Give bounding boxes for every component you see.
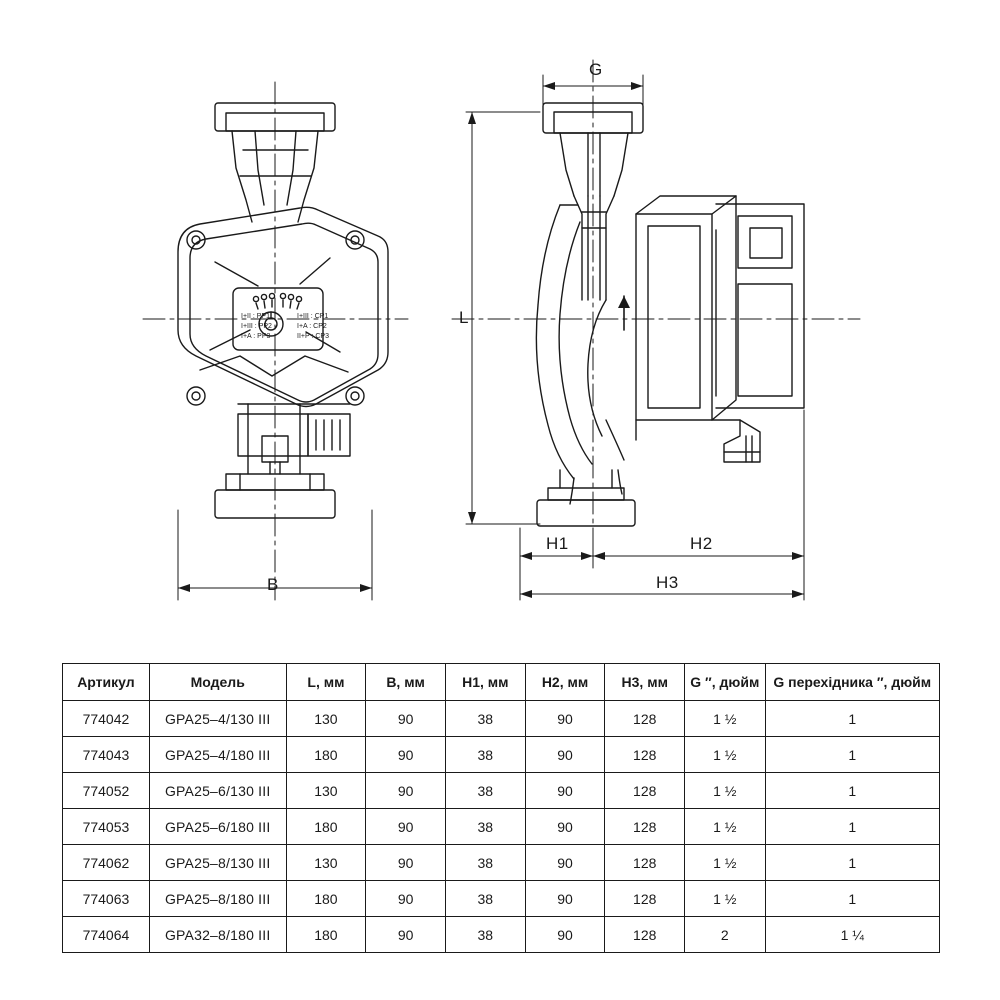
column-header-h2: H2, мм: [525, 664, 605, 701]
legend-line: I+A : CP2: [297, 323, 327, 330]
table-body: [63, 701, 940, 953]
table-header-row: [63, 664, 940, 701]
cell-l: 180: [286, 881, 366, 917]
cell-g: 2: [685, 917, 765, 953]
front-view: [178, 103, 388, 518]
cell-h2: 90: [525, 737, 605, 773]
cell-g: 1 ½: [685, 881, 765, 917]
cell-model: GPA25–8/180 III: [149, 881, 286, 917]
cell-b: 90: [366, 809, 446, 845]
legend-line: I+II : PP1: [241, 313, 270, 320]
cell-h3: 128: [605, 737, 685, 773]
cell-h1: 38: [445, 917, 525, 953]
cell-h2: 90: [525, 881, 605, 917]
cell-h3: 128: [605, 917, 685, 953]
column-header-g-adapter: G перехідника ″, дюйм: [765, 664, 940, 701]
cell-g-adapter: 1: [765, 881, 940, 917]
dimension-label-h2: H2: [690, 534, 713, 553]
cell-h1: 38: [445, 737, 525, 773]
cell-model: GPA32–8/180 III: [149, 917, 286, 953]
cell-b: 90: [366, 737, 446, 773]
cell-b: 90: [366, 881, 446, 917]
cell-model: GPA25–6/180 III: [149, 809, 286, 845]
table-header: [63, 664, 940, 701]
cell-g-adapter: 1 ¼: [765, 917, 940, 953]
cell-model: GPA25–8/130 III: [149, 845, 286, 881]
cell-g-adapter: 1: [765, 701, 940, 737]
table-row: [63, 809, 940, 845]
table-row: [63, 701, 940, 737]
cell-b: 90: [366, 701, 446, 737]
cell-l: 180: [286, 737, 366, 773]
dimension-label-l: L: [459, 308, 469, 327]
cell-article: 774063: [63, 881, 150, 917]
cell-g-adapter: 1: [765, 845, 940, 881]
cell-h2: 90: [525, 701, 605, 737]
cell-h1: 38: [445, 809, 525, 845]
cell-l: 130: [286, 845, 366, 881]
cell-g-adapter: 1: [765, 809, 940, 845]
legend-line: II+P : CP3: [297, 333, 329, 340]
cell-l: 180: [286, 809, 366, 845]
specifications-table-wrap: [62, 663, 940, 953]
table-row: [63, 773, 940, 809]
cell-g-adapter: 1: [765, 773, 940, 809]
cell-g: 1 ½: [685, 737, 765, 773]
cell-g: 1 ½: [685, 809, 765, 845]
cell-h3: 128: [605, 701, 685, 737]
cell-model: GPA25–6/130 III: [149, 773, 286, 809]
table-row: [63, 737, 940, 773]
cell-g: 1 ½: [685, 773, 765, 809]
cell-article: 774042: [63, 701, 150, 737]
cell-h2: 90: [525, 917, 605, 953]
table-row: [63, 881, 940, 917]
cell-h2: 90: [525, 845, 605, 881]
cell-b: 90: [366, 917, 446, 953]
cell-b: 90: [366, 773, 446, 809]
cell-article: 774053: [63, 809, 150, 845]
cell-h1: 38: [445, 773, 525, 809]
table-row: [63, 917, 940, 953]
control-panel-legend-right: [297, 312, 329, 342]
dimension-label-h3: H3: [656, 573, 679, 592]
cell-h3: 128: [605, 773, 685, 809]
cell-l: 130: [286, 701, 366, 737]
cell-h1: 38: [445, 845, 525, 881]
column-header-b: B, мм: [366, 664, 446, 701]
specifications-table: [62, 663, 940, 953]
cell-h3: 128: [605, 809, 685, 845]
dimension-label-g: G: [589, 60, 603, 79]
cell-article: 774064: [63, 917, 150, 953]
cell-model: GPA25–4/130 III: [149, 701, 286, 737]
cell-h3: 128: [605, 845, 685, 881]
column-header-model: Модель: [149, 664, 286, 701]
legend-line: I+III : PP2: [241, 323, 272, 330]
column-header-article: Артикул: [63, 664, 150, 701]
cell-l: 130: [286, 773, 366, 809]
table-row: [63, 845, 940, 881]
cell-g-adapter: 1: [765, 737, 940, 773]
cell-h1: 38: [445, 701, 525, 737]
column-header-l: L, мм: [286, 664, 366, 701]
column-header-g: G ″, дюйм: [685, 664, 765, 701]
cell-g: 1 ½: [685, 845, 765, 881]
dimension-label-h1: H1: [546, 534, 569, 553]
cell-h3: 128: [605, 881, 685, 917]
legend-line: I+III : CP1: [297, 313, 329, 320]
cell-h2: 90: [525, 773, 605, 809]
cell-model: GPA25–4/180 III: [149, 737, 286, 773]
cell-h2: 90: [525, 809, 605, 845]
column-header-h1: H1, мм: [445, 664, 525, 701]
cell-article: 774043: [63, 737, 150, 773]
legend-line: I+A : PP3: [241, 333, 271, 340]
control-panel-legend-left: [241, 312, 272, 342]
cell-article: 774052: [63, 773, 150, 809]
dimension-label-b: B: [267, 575, 279, 594]
side-view: [536, 103, 804, 526]
cell-g: 1 ½: [685, 701, 765, 737]
cell-l: 180: [286, 917, 366, 953]
cell-b: 90: [366, 845, 446, 881]
cell-article: 774062: [63, 845, 150, 881]
cell-h1: 38: [445, 881, 525, 917]
column-header-h3: H3, мм: [605, 664, 685, 701]
